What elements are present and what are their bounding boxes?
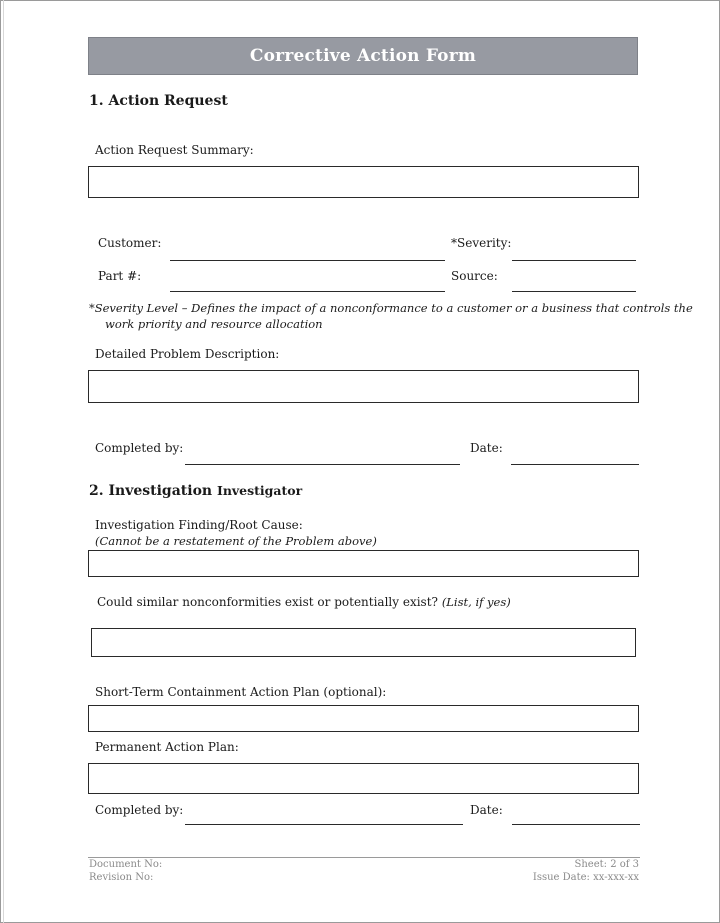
- completed-by-label-1: Completed by:: [95, 441, 184, 455]
- page-edge: [3, 0, 4, 923]
- customer-field[interactable]: [170, 260, 445, 261]
- problem-description-label: Detailed Problem Description:: [95, 347, 280, 361]
- root-cause-field[interactable]: [88, 550, 639, 577]
- source-label: Source:: [451, 269, 498, 283]
- revision-number: Revision No:: [89, 872, 154, 883]
- section-1-heading: 1. Action Request: [89, 93, 228, 109]
- date-label-2: Date:: [470, 803, 503, 817]
- date-label-1: Date:: [470, 441, 503, 455]
- date-field-1[interactable]: [511, 464, 639, 465]
- containment-plan-label: Short-Term Containment Action Plan (optional):: [95, 685, 387, 699]
- part-number-label: Part #:: [98, 269, 142, 283]
- completed-by-field-2[interactable]: [185, 824, 463, 825]
- issue-date: Issue Date: xx-xxx-xx: [532, 872, 639, 883]
- section-2-heading: [89, 483, 302, 499]
- form-title-bar: [88, 37, 638, 75]
- severity-field[interactable]: [512, 260, 636, 261]
- permanent-plan-field[interactable]: [88, 763, 639, 794]
- section-2-title: 2. Investigation: [89, 483, 213, 499]
- completed-by-label-2: Completed by:: [95, 803, 184, 817]
- source-field[interactable]: [512, 291, 636, 292]
- problem-description-field[interactable]: [88, 370, 639, 403]
- document-number: Document No:: [89, 859, 163, 870]
- completed-by-field-1[interactable]: [185, 464, 460, 465]
- similar-nonconformities-field[interactable]: [91, 628, 636, 657]
- severity-note-line2: work priority and resource allocation: [105, 317, 323, 331]
- permanent-plan-label: Permanent Action Plan:: [95, 740, 239, 754]
- action-request-summary-field[interactable]: [88, 166, 639, 198]
- footer-divider: [88, 857, 640, 858]
- sheet-number: Sheet: 2 of 3: [574, 859, 639, 870]
- part-number-field[interactable]: [170, 291, 445, 292]
- section-2-investigator: Investigator: [216, 483, 303, 498]
- root-cause-note: (Cannot be a restatement of the Problem above): [95, 534, 377, 548]
- severity-note-line1: *Severity Level – Defines the impact of a nonconformance to a customer or a business that controls the: [89, 301, 693, 315]
- root-cause-label: Investigation Finding/Root Cause:: [95, 518, 303, 532]
- date-field-2[interactable]: [512, 824, 640, 825]
- containment-plan-field[interactable]: [88, 705, 639, 732]
- form-title: Corrective Action Form: [249, 46, 477, 66]
- similar-nonconformities-note: (List, if yes): [441, 595, 511, 609]
- action-request-summary-label: Action Request Summary:: [95, 143, 254, 157]
- customer-label: Customer:: [98, 236, 162, 250]
- similar-nonconformities-label: Could similar nonconformities exist or potentially exist? (List, if yes): [97, 595, 511, 609]
- severity-label: *Severity:: [451, 236, 512, 250]
